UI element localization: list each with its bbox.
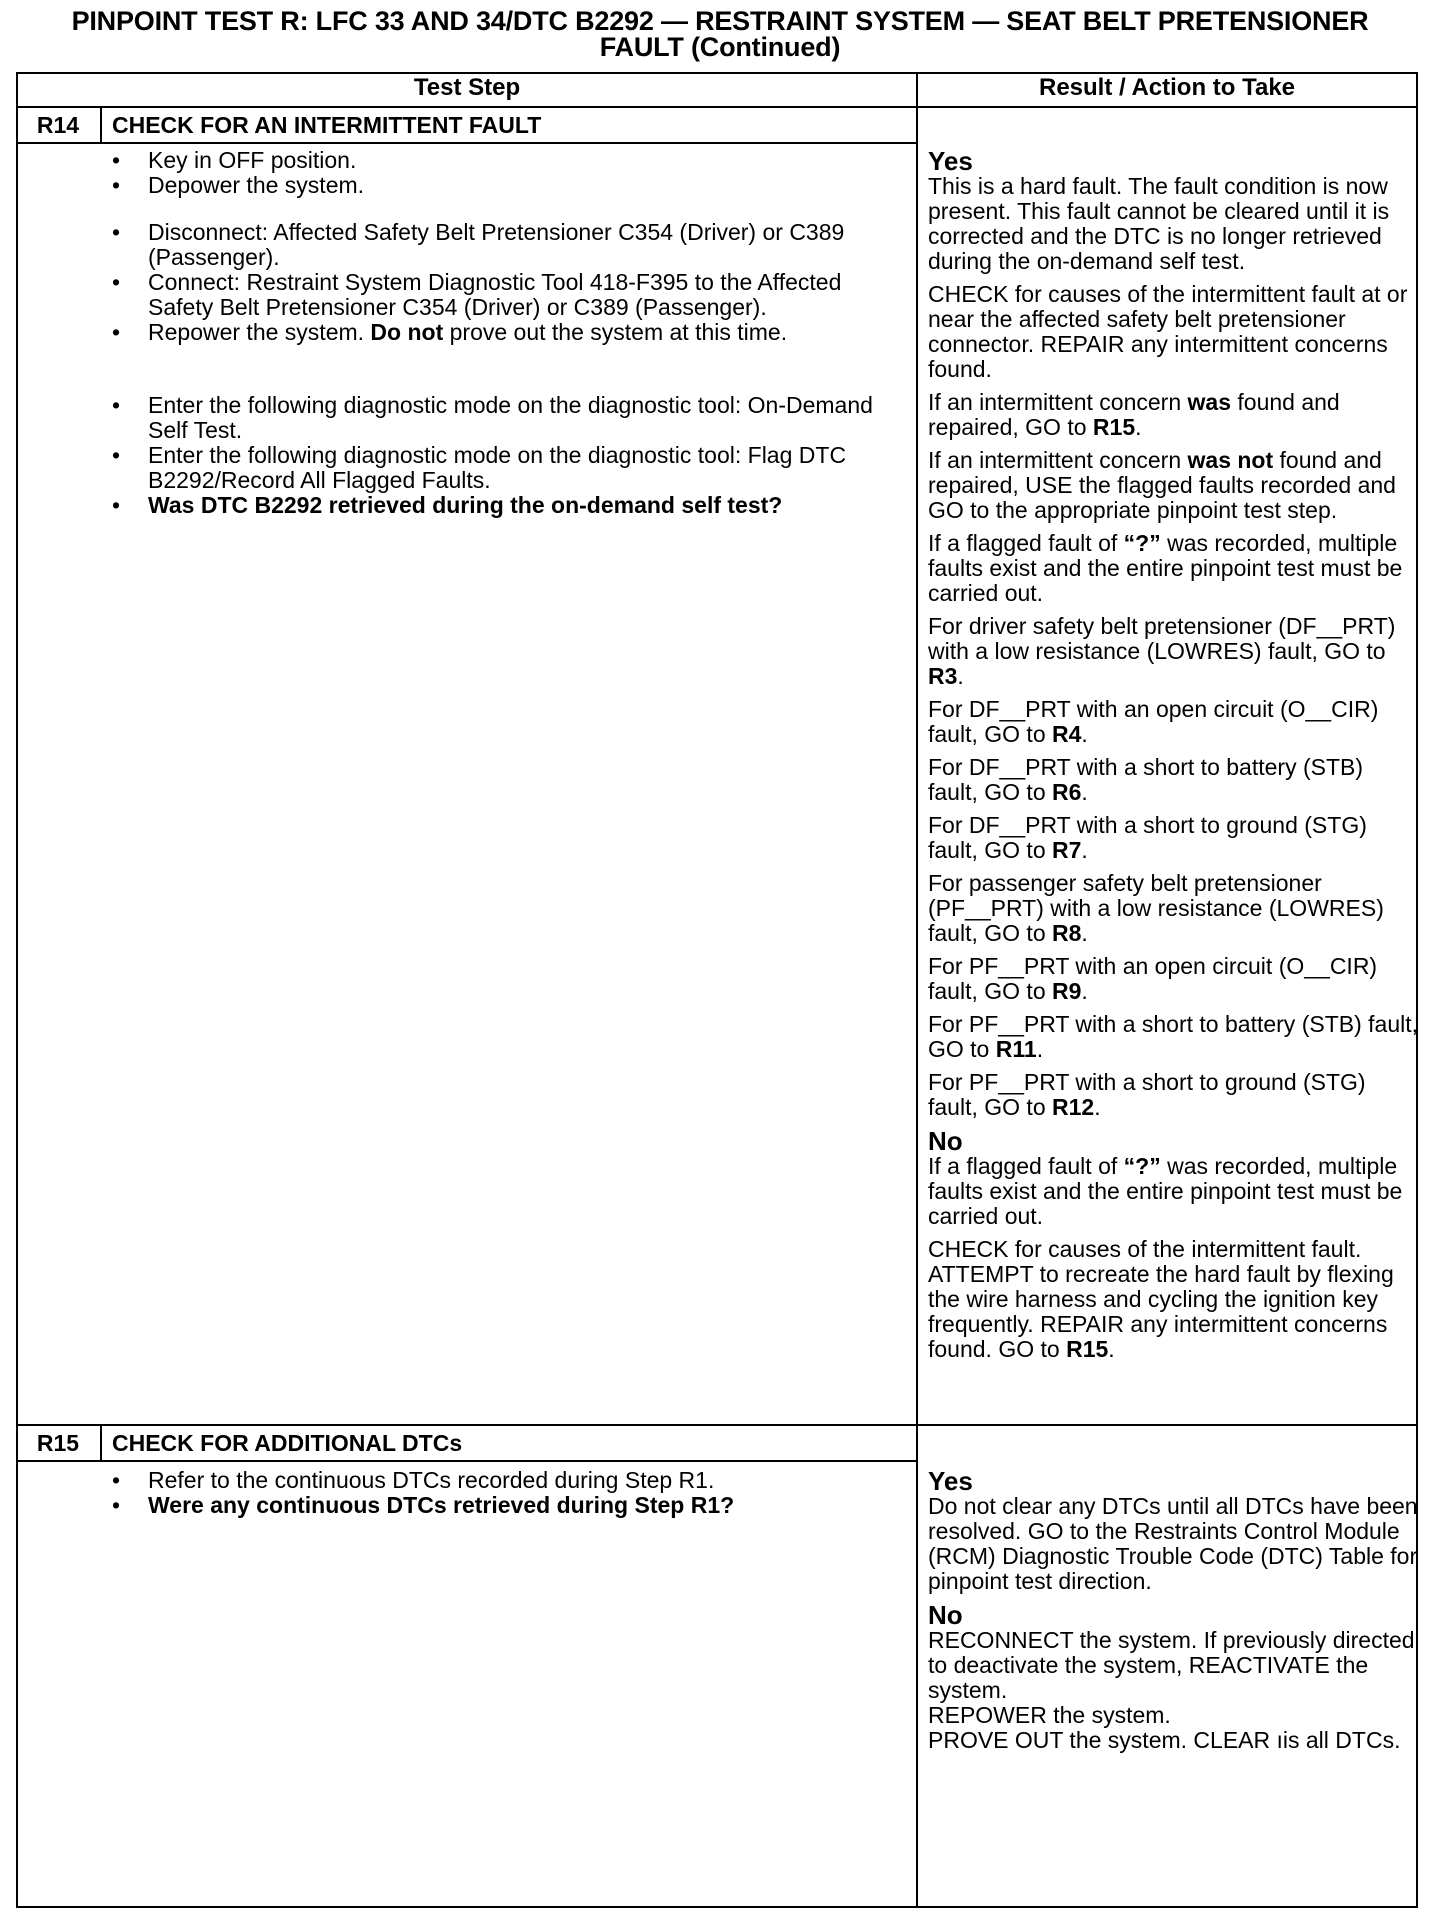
fault-item: For DF__PRT with a short to battery (STB) fault, GO to R6. [928,754,1364,805]
list-item: • Disconnect: Affected Safety Belt Pretensioner C354 (Driver) or C389 (Passenger). [112,220,902,270]
table-bottom-border [16,1906,1418,1908]
list-item: • Were any continuous DTCs retrieved during Step R1? [112,1493,902,1518]
table-left-border [16,72,18,1908]
result-no-label: No [928,1126,963,1156]
list-item: • Depower the system. [112,173,902,198]
list-item: • Was DTC B2292 retrieved during the on-demand self test? [112,493,902,518]
fault-item: For passenger safety belt pretensioner (PF__PRT) with a low resistance (LOWRES) fault, GO to R8. [928,870,1384,946]
result-yes-label: Yes [928,146,973,176]
fault-item: For DF__PRT with a short to ground (STG) fault, GO to R7. [928,812,1367,863]
list-item: • Repower the system. Do not prove out the system at this time. [112,320,902,345]
step-heading-r14: CHECK FOR AN INTERMITTENT FAULT [112,112,542,138]
result-paragraph: CHECK for causes of the intermittent fault. ATTEMPT to recreate the hard fault by flexing the wire harness and cycling the ignition key frequently. REPAIR any intermittent concerns found. GO to R15. [928,1236,1394,1362]
list-item: • Refer to the continuous DTCs recorded during Step R1. [112,1468,902,1493]
result-line: RECONNECT the system. If previously directed to deactivate the system, REACTIVATE the system. [928,1627,1415,1703]
list-item: • Key in OFF position. [112,148,902,173]
r14-bottom-border [16,1424,1418,1426]
r14-step-list [112,148,902,518]
page-title [12,8,1428,60]
r14-results [928,148,1418,1362]
header-result-action: Result / Action to Take [1038,74,1296,101]
id-column-divider-r14 [100,106,102,142]
step-heading-r15: CHECK FOR ADDITIONAL DTCs [112,1430,463,1456]
fault-item: For PF__PRT with an open circuit (O__CIR) fault, GO to R9. [928,953,1378,1004]
r15-step-list [112,1468,902,1518]
result-no-label: No [928,1600,963,1630]
title-line-2: FAULT (Continued) [599,32,841,62]
fault-item: For driver safety belt pretensioner (DF__PRT) with a low resistance (LOWRES) fault, GO to R3. [928,613,1396,689]
result-paragraph: If a flagged fault of “?” was recorded, multiple faults exist and the entire pinpoint test must be carried out. [928,530,1403,606]
r15-heading-border [16,1460,916,1462]
id-column-divider-r15 [100,1424,102,1460]
result-line: REPOWER the system. [928,1702,1171,1728]
result-paragraph: CHECK for causes of the intermittent fault at or near the affected safety belt pretensioner connector. REPAIR any intermittent concerns found. [928,281,1408,382]
list-item: • Enter the following diagnostic mode on the diagnostic tool: On-Demand Self Test. [112,393,902,443]
header-bottom-border [16,106,1418,108]
list-item: • Enter the following diagnostic mode on the diagnostic tool: Flag DTC B2292/Record All Flagged Faults. [112,443,902,493]
header-test-step: Test Step [413,74,521,101]
result-paragraph: If an intermittent concern was not found and repaired, USE the flagged faults recorded and GO to the appropriate pinpoint test step. [928,447,1396,523]
fault-item: For DF__PRT with an open circuit (O__CIR) fault, GO to R4. [928,696,1379,747]
result-paragraph: If a flagged fault of “?” was recorded, multiple faults exist and the entire pinpoint test must be carried out. [928,1153,1403,1229]
step-id-r15: R15 [36,1430,80,1456]
fault-item: For PF__PRT with a short to battery (STB) fault, GO to R11. [928,1011,1418,1062]
r15-results [928,1468,1418,1753]
title-line-1: PINPOINT TEST R: LFC 33 AND 34/DTC B2292 — RESTRAINT SYSTEM — SEAT BELT PRETENSIONER [71,6,1369,36]
fault-item: For PF__PRT with a short to ground (STG) fault, GO to R12. [928,1069,1366,1120]
column-divider [916,72,918,1908]
result-yes-label: Yes [928,1466,973,1496]
result-paragraph: If an intermittent concern was found and repaired, GO to R15. [928,389,1340,440]
list-item: • Connect: Restraint System Diagnostic Tool 418-F395 to the Affected Safety Belt Pretensioner C354 (Driver) or C389 (Passenger). [112,270,902,320]
step-id-r14: R14 [36,112,80,138]
result-line: PROVE OUT the system. CLEAR ıis all DTCs. [928,1727,1401,1753]
r14-heading-border [16,142,916,144]
result-paragraph: Do not clear any DTCs until all DTCs have been resolved. GO to the Restraints Control Module (RCM) Diagnostic Trouble Code (DTC) Table for pinpoint test direction. [928,1493,1418,1594]
result-paragraph: This is a hard fault. The fault condition is now present. This fault cannot be cleared until it is corrected and the DTC is no longer retrieved during the on-demand self test. [928,173,1390,274]
